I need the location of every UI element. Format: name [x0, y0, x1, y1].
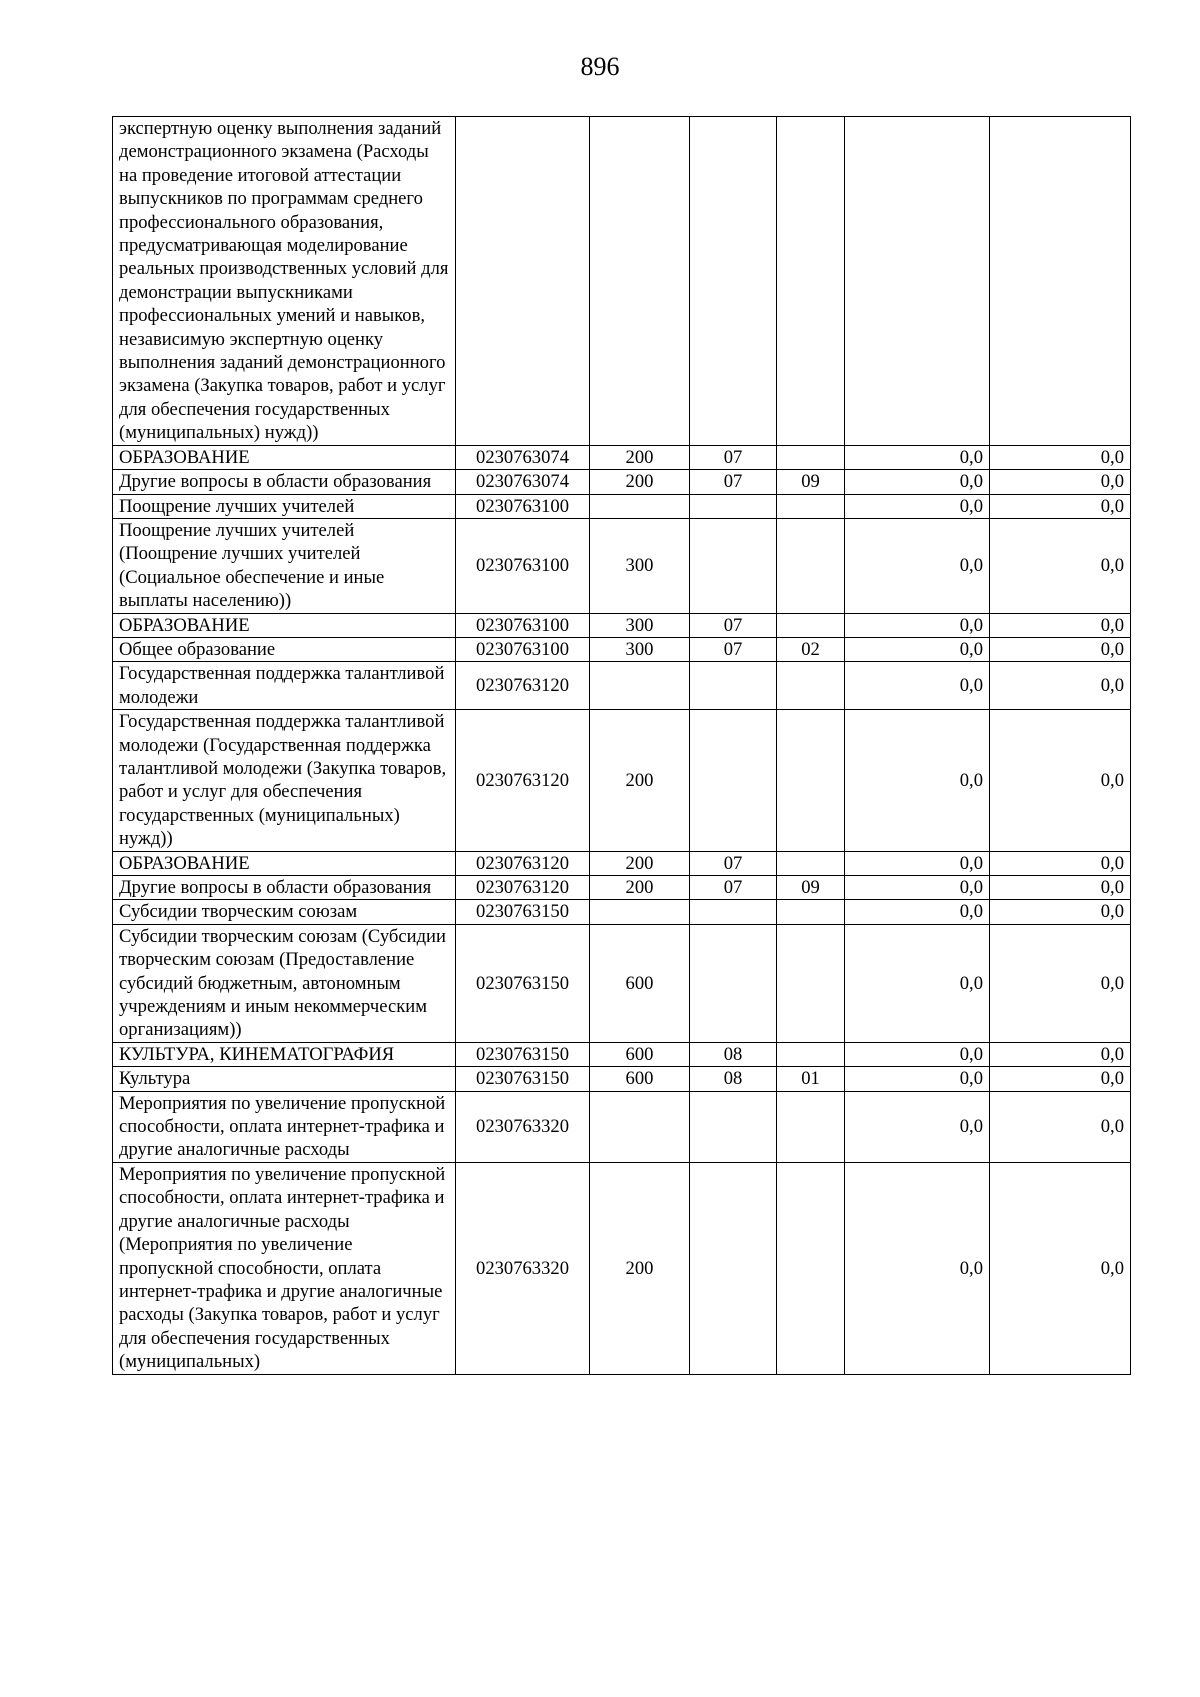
cell-subsection	[777, 494, 845, 518]
table-row	[113, 662, 1131, 710]
cell-amount-1: 0,0	[845, 900, 990, 924]
cell-section	[690, 518, 777, 613]
cell-amount-2	[990, 117, 1131, 446]
cell-expense-type: 300	[590, 637, 690, 661]
cell-amount-1: 0,0	[845, 637, 990, 661]
cell-amount-1: 0,0	[845, 1162, 990, 1374]
cell-amount-1: 0,0	[845, 470, 990, 494]
cell-subsection	[777, 662, 845, 710]
cell-name: ОБРАЗОВАНИЕ	[113, 851, 456, 875]
table-row	[113, 1162, 1131, 1374]
table-row	[113, 1067, 1131, 1091]
cell-name: Поощрение лучших учителей	[113, 494, 456, 518]
cell-subsection: 02	[777, 637, 845, 661]
table-row	[113, 851, 1131, 875]
cell-section	[690, 924, 777, 1042]
table-row	[113, 494, 1131, 518]
cell-target-article: 0230763120	[456, 876, 590, 900]
cell-expense-type	[590, 494, 690, 518]
cell-name: Государственная поддержка талантливой молодежи	[113, 662, 456, 710]
table-row	[113, 518, 1131, 613]
cell-amount-2: 0,0	[990, 637, 1131, 661]
cell-target-article: 0230763074	[456, 445, 590, 469]
cell-name: Субсидии творческим союзам	[113, 900, 456, 924]
cell-target-article: 0230763150	[456, 1067, 590, 1091]
cell-target-article: 0230763074	[456, 470, 590, 494]
table-row	[113, 900, 1131, 924]
cell-expense-type: 600	[590, 1067, 690, 1091]
cell-name: Другие вопросы в области образования	[113, 876, 456, 900]
cell-name: Культура	[113, 1067, 456, 1091]
cell-amount-1: 0,0	[845, 662, 990, 710]
cell-amount-1: 0,0	[845, 924, 990, 1042]
cell-amount-1: 0,0	[845, 494, 990, 518]
cell-target-article: 0230763100	[456, 613, 590, 637]
cell-name: Другие вопросы в области образования	[113, 470, 456, 494]
cell-amount-1: 0,0	[845, 1091, 990, 1162]
cell-target-article: 0230763120	[456, 851, 590, 875]
cell-section: 07	[690, 876, 777, 900]
cell-amount-2: 0,0	[990, 1162, 1131, 1374]
cell-expense-type	[590, 662, 690, 710]
cell-amount-2: 0,0	[990, 662, 1131, 710]
cell-subsection	[777, 613, 845, 637]
cell-amount-1: 0,0	[845, 445, 990, 469]
cell-amount-1: 0,0	[845, 710, 990, 851]
cell-expense-type: 200	[590, 1162, 690, 1374]
cell-subsection	[777, 900, 845, 924]
cell-section: 07	[690, 613, 777, 637]
cell-section: 07	[690, 470, 777, 494]
cell-section	[690, 900, 777, 924]
cell-section: 08	[690, 1067, 777, 1091]
cell-expense-type: 200	[590, 470, 690, 494]
cell-expense-type: 200	[590, 876, 690, 900]
cell-amount-2: 0,0	[990, 1042, 1131, 1066]
cell-target-article: 0230763100	[456, 518, 590, 613]
cell-section: 07	[690, 445, 777, 469]
cell-amount-2: 0,0	[990, 494, 1131, 518]
cell-name: Государственная поддержка талантливой молодежи (Государственная поддержка талантливой молодежи (Закупка товаров, работ и услуг для обеспечения государственных (муниципальных) нужд))	[113, 710, 456, 851]
cell-subsection	[777, 851, 845, 875]
cell-section	[690, 1162, 777, 1374]
cell-amount-2: 0,0	[990, 1091, 1131, 1162]
cell-amount-1: 0,0	[845, 851, 990, 875]
cell-target-article: 0230763120	[456, 662, 590, 710]
cell-subsection	[777, 117, 845, 446]
cell-subsection	[777, 1091, 845, 1162]
budget-table	[112, 116, 1131, 1375]
table-row	[113, 710, 1131, 851]
cell-section: 07	[690, 851, 777, 875]
page-number: 896	[580, 52, 620, 81]
cell-amount-2: 0,0	[990, 900, 1131, 924]
table-row	[113, 445, 1131, 469]
cell-name: Мероприятия по увеличение пропускной способности, оплата интернет-трафика и другие аналогичные расходы	[113, 1091, 456, 1162]
cell-section	[690, 494, 777, 518]
cell-name: КУЛЬТУРА, КИНЕМАТОГРАФИЯ	[113, 1042, 456, 1066]
cell-section	[690, 117, 777, 446]
cell-amount-1: 0,0	[845, 876, 990, 900]
cell-expense-type: 200	[590, 710, 690, 851]
cell-subsection: 01	[777, 1067, 845, 1091]
cell-name: Субсидии творческим союзам (Субсидии творческим союзам (Предоставление субсидий бюджетным, автономным учреждениям и иным некоммерческим организациям))	[113, 924, 456, 1042]
cell-section	[690, 1091, 777, 1162]
cell-subsection	[777, 445, 845, 469]
cell-target-article: 0230763320	[456, 1162, 590, 1374]
cell-expense-type	[590, 900, 690, 924]
cell-amount-2: 0,0	[990, 470, 1131, 494]
cell-section	[690, 710, 777, 851]
cell-target-article: 0230763150	[456, 924, 590, 1042]
cell-expense-type: 300	[590, 518, 690, 613]
cell-expense-type	[590, 1091, 690, 1162]
cell-target-article: 0230763100	[456, 494, 590, 518]
cell-expense-type: 600	[590, 1042, 690, 1066]
cell-subsection: 09	[777, 470, 845, 494]
cell-amount-2: 0,0	[990, 1067, 1131, 1091]
cell-section: 07	[690, 637, 777, 661]
cell-subsection	[777, 1162, 845, 1374]
table-row	[113, 1091, 1131, 1162]
table-row	[113, 470, 1131, 494]
cell-expense-type: 600	[590, 924, 690, 1042]
table-row	[113, 117, 1131, 446]
cell-subsection	[777, 924, 845, 1042]
cell-target-article: 0230763120	[456, 710, 590, 851]
cell-amount-2: 0,0	[990, 851, 1131, 875]
cell-amount-1: 0,0	[845, 1067, 990, 1091]
cell-expense-type: 300	[590, 613, 690, 637]
cell-name: ОБРАЗОВАНИЕ	[113, 613, 456, 637]
cell-subsection	[777, 518, 845, 613]
cell-target-article: 0230763100	[456, 637, 590, 661]
cell-amount-2: 0,0	[990, 876, 1131, 900]
cell-amount-2: 0,0	[990, 924, 1131, 1042]
cell-target-article: 0230763150	[456, 900, 590, 924]
cell-amount-1: 0,0	[845, 613, 990, 637]
cell-amount-1	[845, 117, 990, 446]
cell-subsection	[777, 710, 845, 851]
cell-name: Поощрение лучших учителей (Поощрение лучших учителей (Социальное обеспечение и иные выплаты населению))	[113, 518, 456, 613]
cell-name: ОБРАЗОВАНИЕ	[113, 445, 456, 469]
cell-target-article: 0230763320	[456, 1091, 590, 1162]
cell-amount-2: 0,0	[990, 710, 1131, 851]
cell-section	[690, 662, 777, 710]
table-row	[113, 637, 1131, 661]
cell-expense-type: 200	[590, 851, 690, 875]
cell-name: Общее образование	[113, 637, 456, 661]
cell-subsection	[777, 1042, 845, 1066]
cell-section: 08	[690, 1042, 777, 1066]
cell-name: Мероприятия по увеличение пропускной способности, оплата интернет-трафика и другие аналогичные расходы (Мероприятия по увеличение пропускной способности, оплата интернет-трафика и другие аналогичные расходы (Закупка товаров, работ и услуг для обеспечения государственных (муниципальных)	[113, 1162, 456, 1374]
table-row	[113, 924, 1131, 1042]
cell-target-article: 0230763150	[456, 1042, 590, 1066]
cell-amount-2: 0,0	[990, 445, 1131, 469]
table-row	[113, 876, 1131, 900]
table-row	[113, 1042, 1131, 1066]
cell-target-article	[456, 117, 590, 446]
cell-name: экспертную оценку выполнения заданий демонстрационного экзамена (Расходы на проведение итоговой аттестации выпускников по программам среднего профессионального образования, предусматривающая моделирование реальных производственных условий для демонстрации выпускниками профессиональных умений и навыков, независимую экспертную оценку выполнения заданий демонстрационного экзамена (Закупка товаров, работ и услуг для обеспечения государственных (муниципальных) нужд))	[113, 117, 456, 446]
cell-amount-2: 0,0	[990, 518, 1131, 613]
cell-subsection: 09	[777, 876, 845, 900]
cell-expense-type: 200	[590, 445, 690, 469]
table-body	[113, 117, 1131, 1375]
cell-expense-type	[590, 117, 690, 446]
cell-amount-2: 0,0	[990, 613, 1131, 637]
cell-amount-1: 0,0	[845, 518, 990, 613]
table-row	[113, 613, 1131, 637]
cell-amount-1: 0,0	[845, 1042, 990, 1066]
